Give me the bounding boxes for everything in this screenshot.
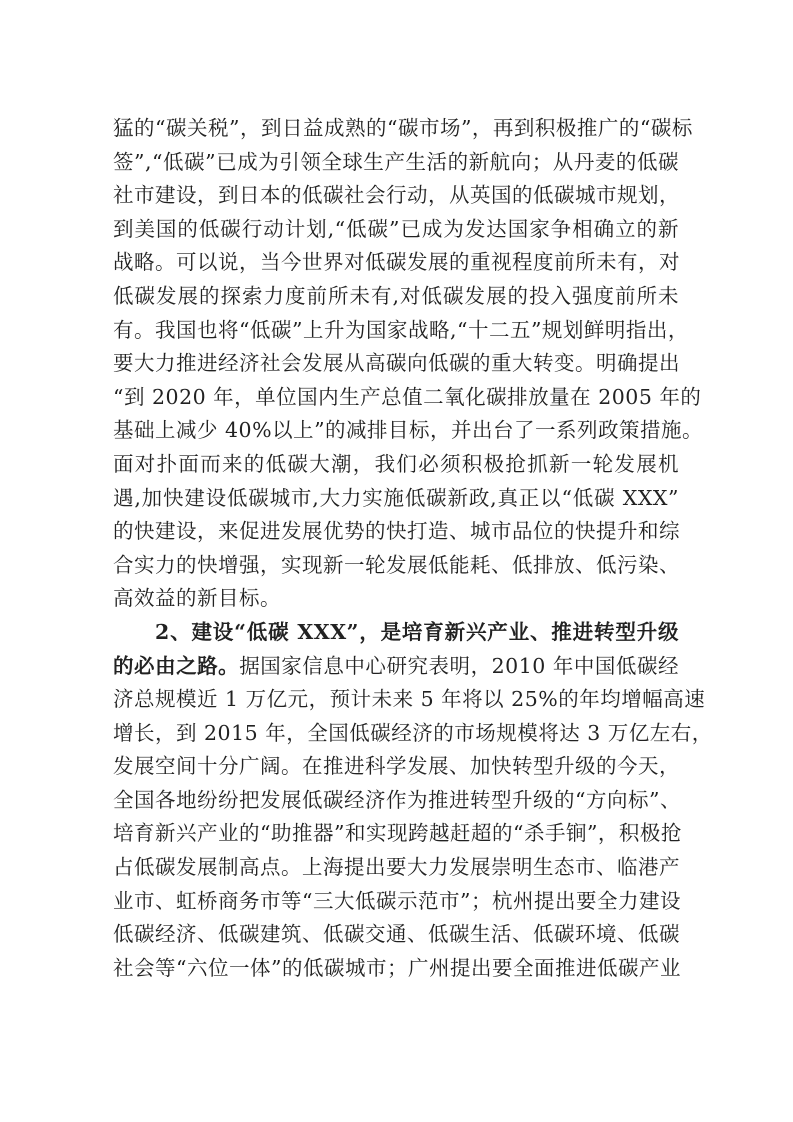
text-line: 业市、虹桥商务市等“三大低碳示范市”；杭州提出要全力建设 [113, 888, 681, 913]
document-body [113, 112, 713, 985]
section-heading-continued: 的必由之路。 [113, 653, 240, 678]
paragraph-1 [113, 112, 704, 616]
text-line: 低碳发展的探索力度前所未有,对低碳发展的投入强度前所未 [113, 283, 679, 308]
text-line: 基础上减少 40%以上”的减排目标，并出台了一系列政策措施。 [113, 418, 704, 443]
text-line: 培育新兴产业的“助推器”和实现跨越赶超的“杀手锏”，积极抢 [113, 821, 682, 846]
text-line: 济总规模近 1 万亿元，预计未来 5 年将以 25%的年均增幅高速 [113, 687, 706, 712]
text-line: 合实力的快增强，实现新一轮发展低能耗、低排放、低污染、 [113, 552, 680, 577]
text-line: 社市建设，到日本的低碳社会行动，从英国的低碳城市规划， [113, 183, 680, 208]
text-line: 的快建设，来促进发展优势的快打造、城市品位的快提升和综 [113, 519, 680, 544]
text-line: 要大力推进经济社会发展从高碳向低碳的重大转变。明确提出 [113, 351, 680, 376]
text-line: 面对扑面而来的低碳大潮，我们必须积极抢抓新一轮发展机 [113, 451, 679, 476]
text-line: 到美国的低碳行动计划,“低碳”已成为发达国家争相确立的新 [113, 216, 679, 241]
paragraph-2 [113, 616, 713, 986]
text-line: 低碳经济、低碳建筑、低碳交通、低碳生活、低碳环境、低碳 [113, 922, 680, 947]
text-line: 猛的“碳关税”，到日益成熟的“碳市场”，再到积极推广的“碳标 [113, 116, 693, 140]
text-line: 发展空间十分广阔。在推进科学发展、加快转型升级的今天， [113, 754, 680, 779]
text-line: 遇,加快建设低碳城市,大力实施低碳新政,真正以“低碳 XXX” [113, 485, 679, 510]
text-line: 签”,“低碳”已成为引领全球生产生活的新航向；从丹麦的低碳 [113, 149, 679, 174]
text-line: 占低碳发展制高点。上海提出要大力发展崇明生态市、临港产 [113, 855, 680, 880]
text-line: 战略。可以说，当今世界对低碳发展的重视程度前所未有，对 [113, 250, 680, 275]
section-heading: 2、建设“低碳 XXX”，是培育新兴产业、推进转型升级 [155, 619, 679, 644]
text-line: “到 2020 年，单位国内生产总值二氧化碳排放量在 2005 年的 [113, 384, 702, 409]
text-line [113, 650, 679, 684]
text-span: 据国家信息中心研究表明，2010 年中国低碳经 [239, 653, 679, 678]
text-line: 全国各地纷纷把发展低碳经济作为推进转型升级的“方向标”、 [113, 787, 681, 812]
text-line: 增长，到 2015 年，全国低碳经济的市场规模将达 3 万亿左右， [113, 720, 713, 745]
text-line: 社会等“六位一体”的低碳城市；广州提出要全面推进低碳产业 [113, 955, 681, 980]
text-line: 有。我国也将“低碳”上升为国家战略,“十二五”规划鲜明指出， [113, 317, 689, 342]
text-line: 高效益的新目标。 [113, 586, 281, 611]
